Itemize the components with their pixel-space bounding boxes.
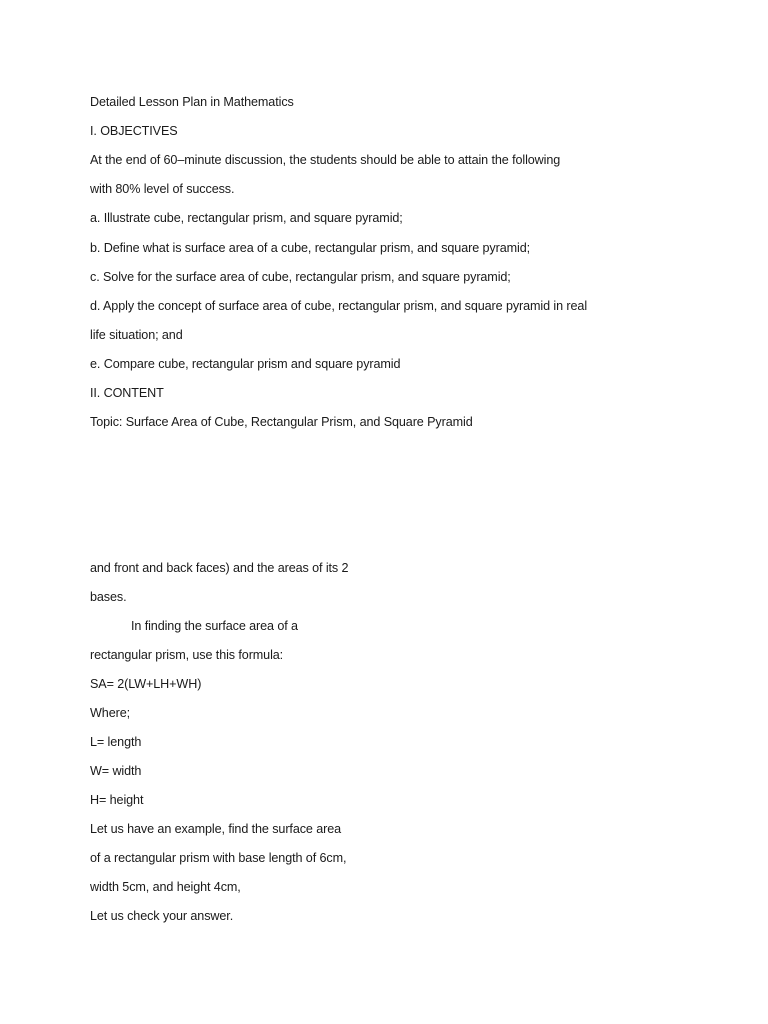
objective-item-b: b. Define what is surface area of a cube, rectangular prism, and square pyramid; [90, 241, 531, 255]
check-answer-line: Let us check your answer. [90, 909, 234, 923]
definition-width: W= width [90, 764, 142, 778]
section-heading-content: II. CONTENT [90, 386, 164, 400]
document-title: Detailed Lesson Plan in Mathematics [90, 95, 294, 109]
definition-height: H= height [90, 793, 144, 807]
intro-text-line: with 80% level of success. [90, 182, 235, 196]
definition-length: L= length [90, 735, 142, 749]
intro-text-line: At the end of 60–minute discussion, the students should be able to attain the following [90, 153, 561, 167]
objective-item-d-continued: life situation; and [90, 328, 183, 342]
body-text-line: and front and back faces) and the areas of its 2 [90, 561, 349, 575]
body-text-line: rectangular prism, use this formula: [90, 648, 284, 662]
formula: SA= 2(LW+LH+WH) [90, 677, 202, 691]
objective-item-e: e. Compare cube, rectangular prism and square pyramid [90, 357, 401, 371]
section-heading-objectives: I. OBJECTIVES [90, 124, 178, 138]
body-text-line: bases. [90, 590, 127, 604]
example-text-line: of a rectangular prism with base length of 6cm, [90, 851, 347, 865]
objective-item-d: d. Apply the concept of surface area of cube, rectangular prism, and square pyramid in real [90, 299, 588, 313]
example-text-line: Let us have an example, find the surface area [90, 822, 342, 836]
where-label: Where; [90, 706, 130, 720]
topic-line: Topic: Surface Area of Cube, Rectangular Prism, and Square Pyramid [90, 415, 473, 429]
objective-item-c: c. Solve for the surface area of cube, rectangular prism, and square pyramid; [90, 270, 511, 284]
body-text-line-indented: In finding the surface area of a [131, 619, 298, 633]
objective-item-a: a. Illustrate cube, rectangular prism, and square pyramid; [90, 211, 403, 225]
example-text-line: width 5cm, and height 4cm, [90, 880, 241, 894]
